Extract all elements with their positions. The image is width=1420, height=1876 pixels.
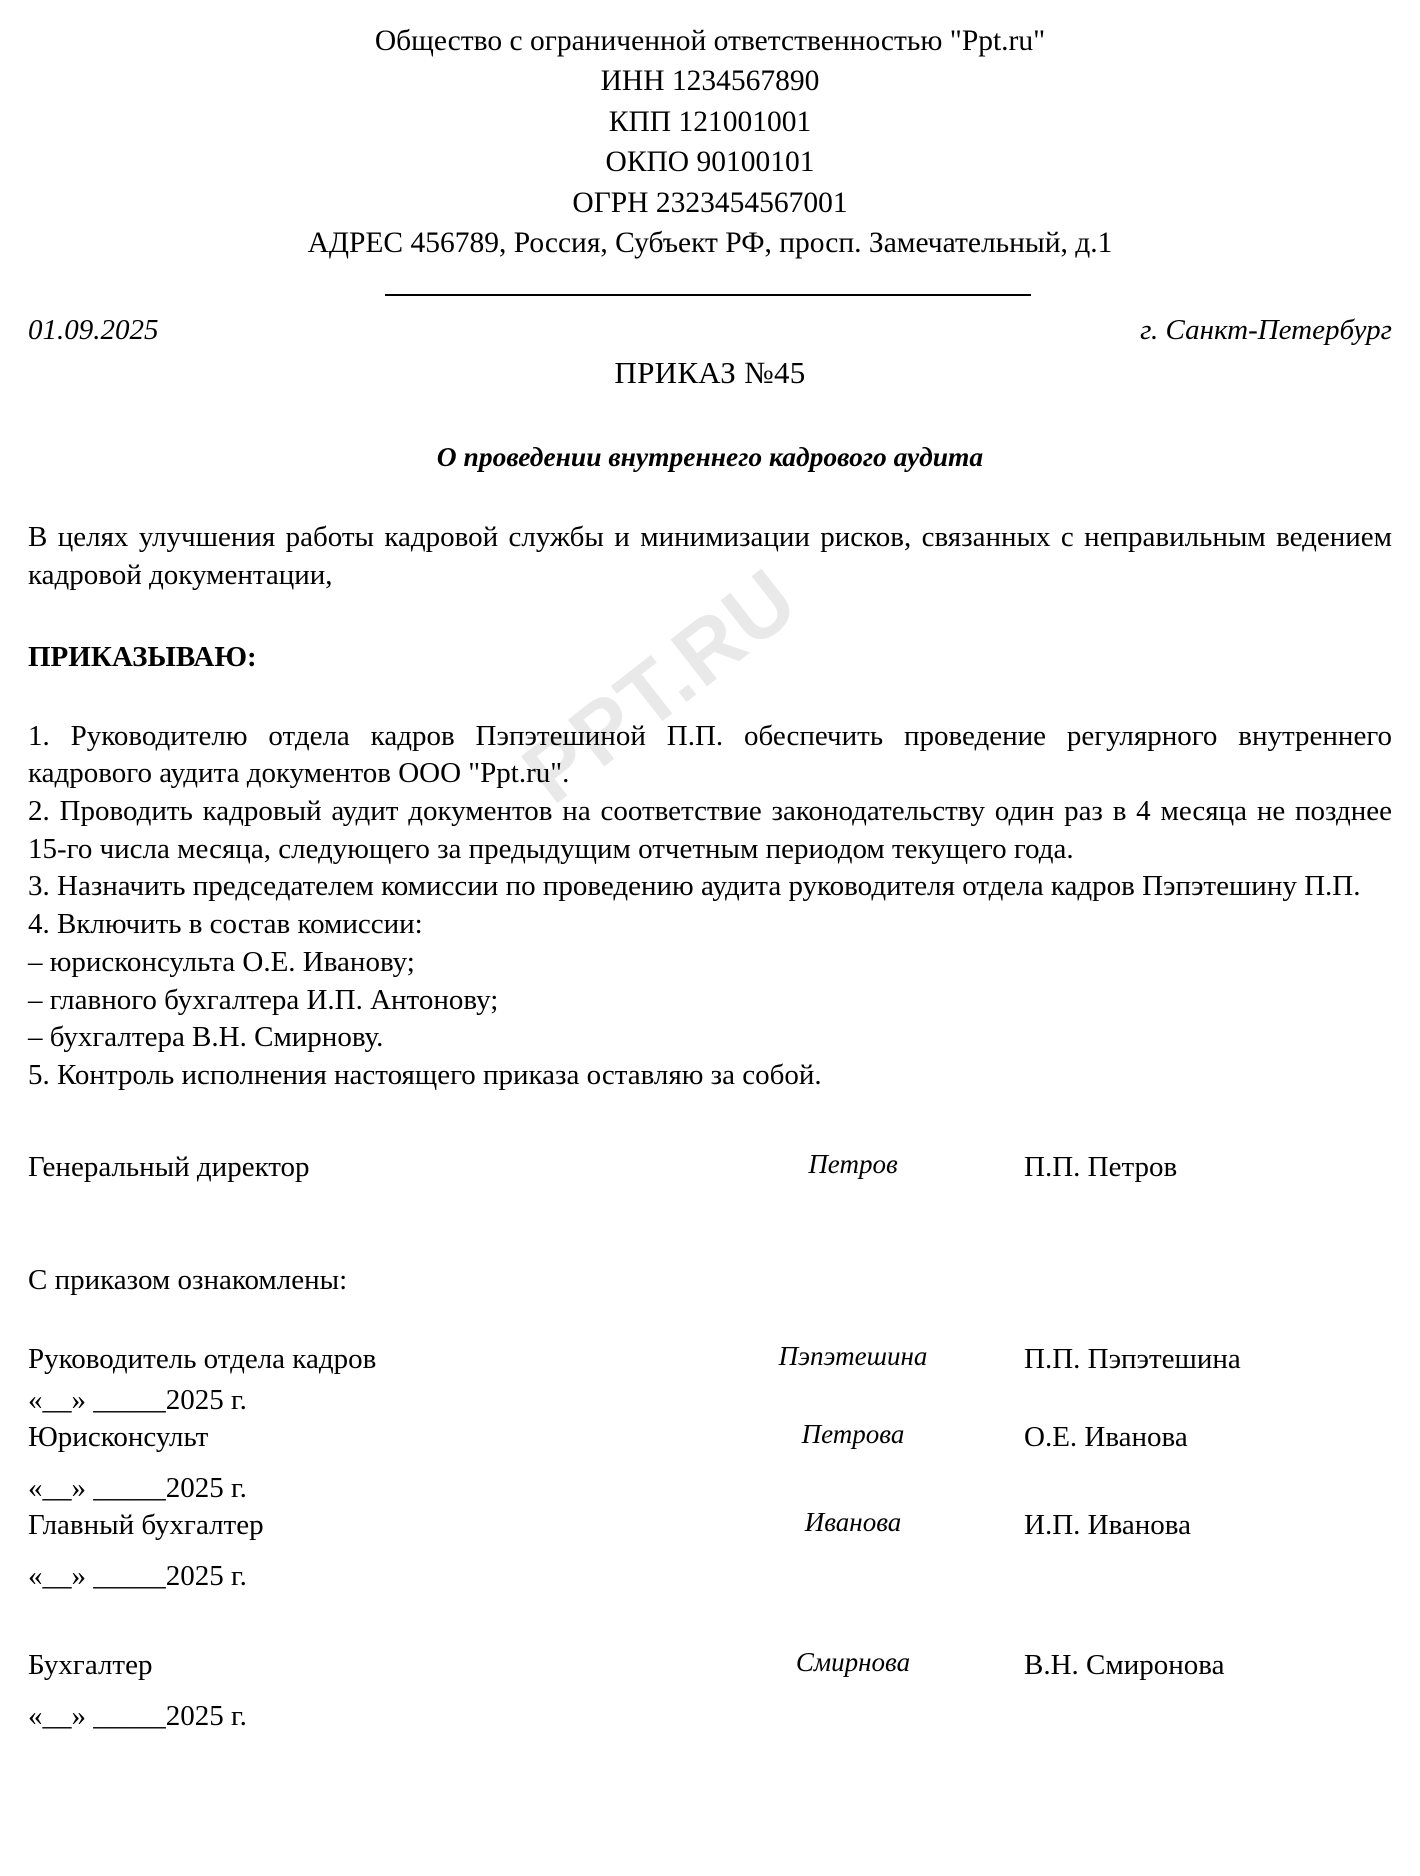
- document-content: [28, 24, 1392, 1733]
- kpp-line: КПП 121001001: [608, 105, 812, 138]
- signature-role: Руководитель отдела кадров: [28, 1342, 377, 1375]
- signature-name: О.Е. Иванова: [1024, 1420, 1188, 1453]
- date-placeholder[interactable]: «__» _____2025 г.: [28, 1383, 247, 1416]
- document-date: 01.09.2025: [28, 314, 159, 347]
- signature-row: [28, 1147, 1392, 1186]
- organization-header: [28, 24, 1392, 261]
- date-placeholder[interactable]: «__» _____2025 г.: [28, 1560, 247, 1593]
- acknowledgement-row-chief-accountant: [28, 1505, 1392, 1593]
- company-name: Общество с ограниченной ответственностью "Ppt.ru": [374, 25, 1046, 57]
- signature-role: Главный бухгалтер: [28, 1508, 264, 1541]
- commission-member: – бухгалтера В.Н. Смирнову.: [28, 1021, 384, 1054]
- handwritten-signature: Иванова: [804, 1506, 902, 1537]
- document-city: г. Санкт-Петербург: [1140, 314, 1392, 347]
- signature-role: Юрисконсульт: [28, 1420, 209, 1453]
- page-title: ПРИКАЗ №45: [614, 355, 806, 391]
- clause-item: 2. Проводить кадровый аудит документов на соответствие законодательству один раз в 4 месяца не позднее 15-го числа месяца, следующего за предыдущим отчетным периодом текущего года.: [28, 795, 1392, 865]
- date-placeholder[interactable]: «__» _____2025 г.: [28, 1700, 247, 1733]
- signature-field[interactable]: [728, 1147, 978, 1186]
- inn-line: ИНН 1234567890: [600, 65, 820, 98]
- signature-role: Генеральный директор: [28, 1150, 310, 1183]
- acknowledgement-row-accountant: [28, 1645, 1392, 1733]
- commission-member: – юрисконсульта О.Е. Иванову;: [28, 945, 415, 978]
- signature-row: [28, 1505, 1392, 1544]
- signature-field[interactable]: [728, 1645, 978, 1684]
- header-divider-wrap: [28, 283, 1392, 301]
- handwritten-signature: Смирнова: [795, 1647, 911, 1678]
- acknowledgement-row-hr: [28, 1339, 1392, 1417]
- date-city-row: [28, 314, 1392, 347]
- handwritten-signature: Петрова: [801, 1418, 905, 1449]
- ppt-ru-watermark: PPT.RU: [505, 550, 816, 822]
- document-subtitle: О проведении внутреннего кадрового аудита: [436, 441, 984, 473]
- ogrn-line: ОГРН 2323454567001: [572, 186, 848, 219]
- signature-name: В.Н. Смиронова: [1024, 1649, 1225, 1682]
- address-line: АДРЕС 456789, Россия, Субъект РФ, просп. Замечательный, д.1: [307, 226, 1113, 259]
- okpo-line: ОКПО 90100101: [605, 146, 815, 179]
- commission-member: – главного бухгалтера И.П. Антонову;: [28, 983, 499, 1016]
- acknowledgement-heading: С приказом ознакомлены:: [28, 1263, 348, 1296]
- header-divider: [385, 294, 1031, 296]
- clause-item: 3. Назначить председателем комиссии по проведению аудита руководителя отдела кадров Пэпэтешину П.П.: [28, 870, 1361, 903]
- clause-item: 4. Включить в состав комиссии:: [28, 908, 423, 941]
- signature-field[interactable]: [728, 1505, 978, 1544]
- signature-row: [28, 1339, 1392, 1378]
- signature-field[interactable]: [728, 1417, 978, 1456]
- signature-row: [28, 1417, 1392, 1456]
- date-placeholder[interactable]: «__» _____2025 г.: [28, 1471, 247, 1504]
- handwritten-signature: Пэпэтешина: [778, 1340, 928, 1371]
- acknowledgement-row-legal: [28, 1417, 1392, 1505]
- clause-list: [28, 718, 1392, 1095]
- signature-name: П.П. Петров: [1024, 1150, 1178, 1183]
- handwritten-signature: Петров: [808, 1148, 898, 1179]
- signature-name: И.П. Иванова: [1024, 1508, 1191, 1541]
- signature-role: Бухгалтер: [28, 1649, 153, 1682]
- signature-field[interactable]: [728, 1339, 978, 1378]
- clause-item: 5. Контроль исполнения настоящего приказа оставляю за собой.: [28, 1058, 822, 1091]
- signature-row: [28, 1645, 1392, 1684]
- director-signature-block: [28, 1147, 1392, 1186]
- signature-name: П.П. Пэпэтешина: [1024, 1342, 1241, 1375]
- order-heading: ПРИКАЗЫВАЮ:: [28, 640, 257, 673]
- preamble-paragraph: В целях улучшения работы кадровой службы и минимизации рисков, связанных с неправильным ведением кадровой документации,: [28, 521, 1392, 592]
- clause-item: 1. Руководителю отдела кадров Пэпэтешиной П.П. обеспечить проведение регулярного внутреннего кадрового аудита документов ООО "Ppt.ru".: [28, 719, 1392, 790]
